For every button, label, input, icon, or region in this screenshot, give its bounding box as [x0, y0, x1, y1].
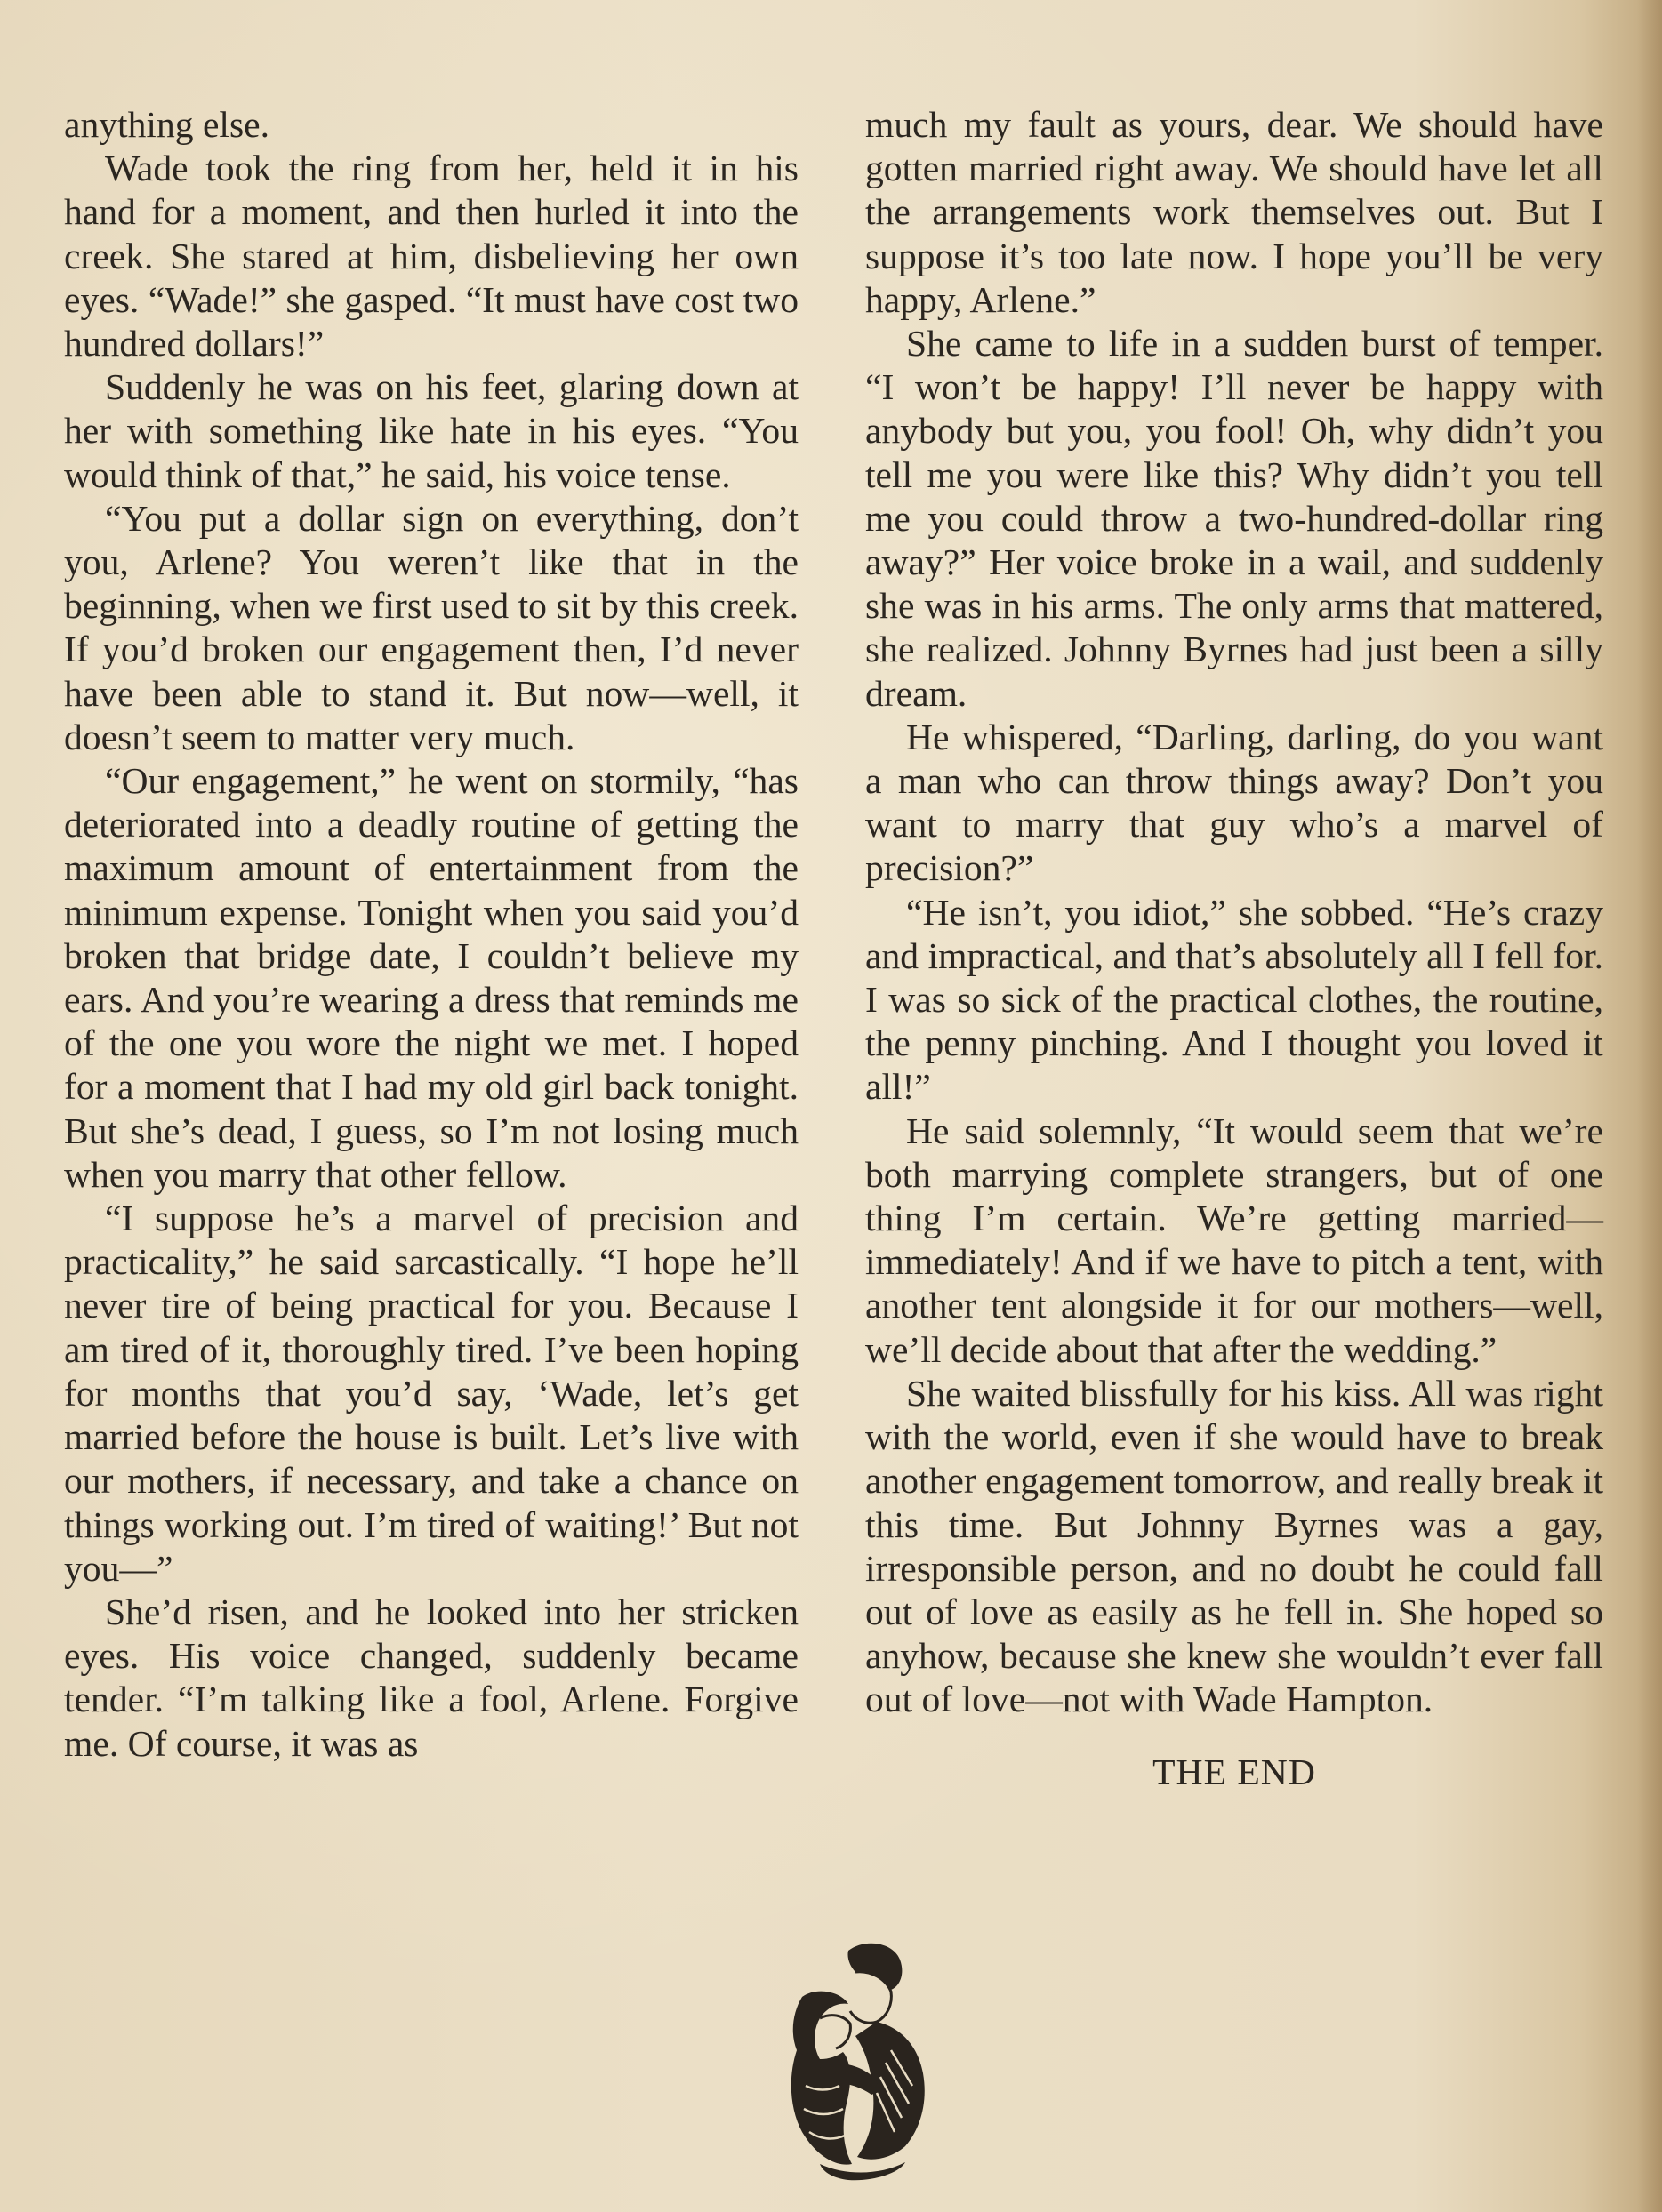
spine-shadow: [1637, 0, 1662, 2212]
kissing-couple-vignette-icon: [767, 1935, 935, 2184]
the-end-mark: THE END: [1152, 1751, 1316, 1792]
paragraph: anything else.: [64, 104, 270, 145]
paragraph: “Our engagement,” he went on stormily, “has deteriorated into a deadly routine of getting the maximum amount of entertainment from the minimum expense. Tonight when you said you’d broken that bridge date, I couldn’t believe my ears. And you’re wearing a dress that reminds me of the one you wore the night we met. I hoped for a moment that I had my old girl back tonight. But she’s dead, I guess, so I’m not losing much when you marry that other fellow.: [64, 760, 799, 1195]
paragraph: much my fault as yours, dear. We should have gotten married right away. We should have let all the arrangements work themselves out. But I suppose it’s too late now. I hope you’ll be very happy, Arlene.”: [865, 104, 1603, 320]
paragraph: “He isn’t, you idiot,” she sobbed. “He’s crazy and impractical, and that’s absolutely all I fell for. I was so sick of the practical clothes, the routine, the penny pinching. And I thought you loved it all!”: [865, 891, 1603, 1108]
paragraph: She waited blissfully for his kiss. All was right with the world, even if she would have to break another engagement tomorrow, and really break it this time. But Johnny Byrnes was a gay, irresponsible person, and no doubt he could fall out of love as easily as he fell in. She hoped so anyhow, because she knew she wouldn’t ever fall out of love—not with Wade Hampton.: [865, 1372, 1604, 1720]
paragraph: He said solemnly, “It would seem that we’re both marrying complete strangers, but of one thing I’m certain. We’re getting married—immediately! And if we have to pitch a tent, with another tent alongside it for our mothers—well, we’ll decide about that after the wedding.”: [865, 1110, 1603, 1370]
paragraph: Suddenly he was on his feet, glaring down at her with something like hate in his eyes. “You would think of that,” he said, his voice tense.: [64, 366, 799, 495]
paragraph: She’d risen, and he looked into her stricken eyes. His voice changed, suddenly became tender. “I’m talking like a fool, Arlene. Forgive me. Of course, it was as: [64, 1591, 799, 1764]
paragraph: Wade took the ring from her, held it in his hand for a moment, and then hurled it into the creek. She stared at him, disbelieving her own eyes. “Wade!” she gasped. “It must have cost two hundred dollars!”: [64, 148, 799, 365]
paragraph: She came to life in a sudden burst of temper. “I won’t be happy! I’ll never be happy with anybody but you, you fool! Oh, why didn’t you tell me you were like this? Why didn’t you tell me you could throw a two-hundred-dollar ring away?” Her voice broke in a wail, and suddenly she was in his arms. The only arms that mattered, she realized. Johnny Byrnes had just been a silly dream.: [865, 323, 1603, 714]
left-column: [64, 103, 799, 1766]
paragraph: “You put a dollar sign on everything, don’t you, Arlene? You weren’t like that in the beginning, when we first used to sit by this creek. If you’d broken our engagement then, I’d never have been able to stand it. But now—well, it doesn’t seem to matter very much.: [64, 497, 799, 757]
right-column: [865, 103, 1603, 1794]
paragraph: “I suppose he’s a marvel of precision and practicality,” he said sarcastically. “I hope he’ll never tire of being practical for you. Because I am tired of it, thoroughly tired. I’ve been hoping for months that you’d say, ‘Wade, let’s get married before the house is built. Let’s live with our mothers, if necessary, and take a chance on things working out. I’m tired of waiting!’ But not you—”: [64, 1198, 799, 1589]
paragraph: He whispered, “Darling, darling, do you want a man who can throw things away? Don’t you want to marry that guy who’s a marvel of precision?”: [865, 716, 1603, 889]
